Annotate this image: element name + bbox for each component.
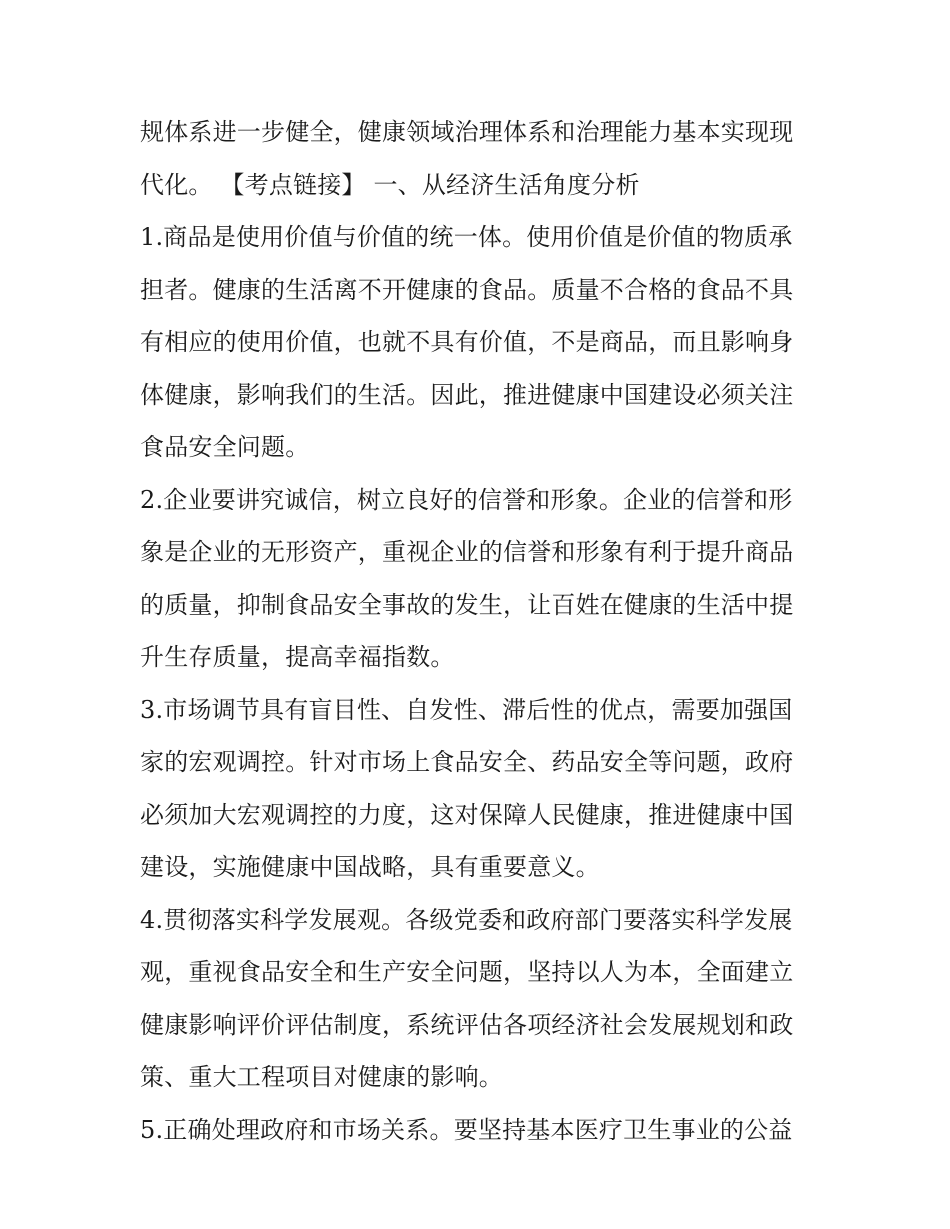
text-line: 的质量，抑制食品安全事故的发生，让百姓在健康的生活中提 <box>140 590 794 619</box>
text-line: 观，重视食品安全和生产安全问题，坚持以人为本，全面建立 <box>140 958 794 986</box>
text-line: 2.企业要讲究诚信，树立良好的信誉和形象。企业的信誉和形 <box>140 485 793 514</box>
text-line: 代化。 【考点链接】 一、从经济生活角度分析 <box>140 170 640 199</box>
text-line: 规体系进一步健全，健康领域治理体系和治理能力基本实现现 <box>140 118 794 146</box>
text-line: 担者。健康的生活离不开健康的食品。质量不合格的食品不具 <box>140 275 794 304</box>
text-line: 5.正确处理政府和市场关系。要坚持基本医疗卫生事业的公益 <box>140 1115 793 1144</box>
text-line: 家的宏观调控。针对市场上食品安全、药品安全等问题，政府 <box>140 748 794 776</box>
text-line: 体健康，影响我们的生活。因此，推进健康中国建设必须关注 <box>140 380 794 409</box>
text-line: 策、重大工程项目对健康的影响。 <box>140 1063 503 1091</box>
text-line: 3.市场调节具有盲目性、自发性、滞后性的优点，需要加强国 <box>140 695 793 724</box>
text-line: 必须加大宏观调控的力度，这对保障人民健康，推进健康中国 <box>140 800 794 829</box>
text-line: 建设，实施健康中国战略，具有重要意义。 <box>140 853 600 881</box>
text-line: 4.贯彻落实科学发展观。各级党委和政府部门要落实科学发展 <box>140 905 793 934</box>
text-line: 象是企业的无形资产，重视企业的信誉和形象有利于提升商品 <box>140 538 794 566</box>
text-line: 升生存质量，提高幸福指数。 <box>140 643 455 671</box>
text-line: 1.商品是使用价值与价值的统一体。使用价值是价值的物质承 <box>140 223 793 251</box>
text-line: 健康影响评价评估制度，系统评估各项经济社会发展规划和政 <box>140 1010 794 1039</box>
document-page <box>140 106 820 1156</box>
text-line: 有相应的使用价值，也就不具有价值，不是商品，而且影响身 <box>140 328 794 356</box>
text-line: 食品安全问题。 <box>140 433 310 461</box>
